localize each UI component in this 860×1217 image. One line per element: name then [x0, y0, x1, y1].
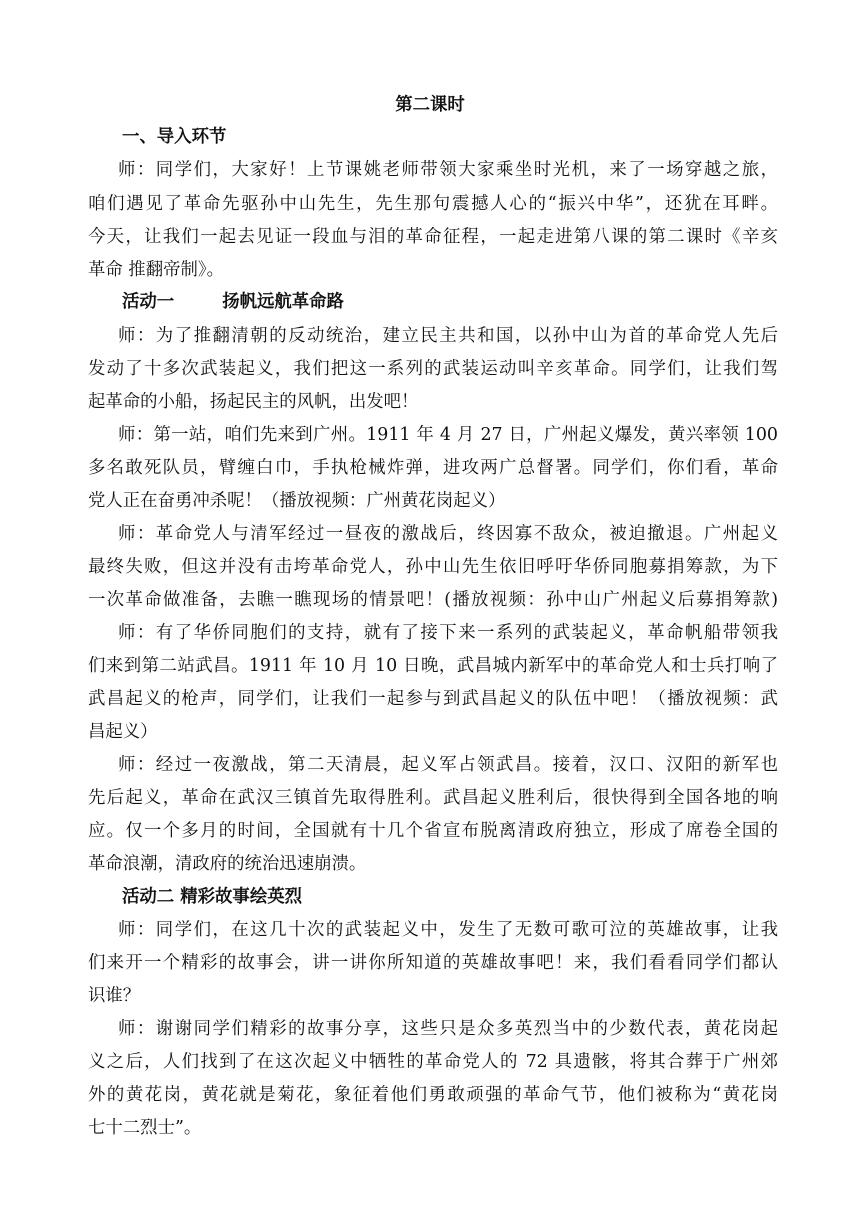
- paragraph-line: 师：经过一夜激战，第二天清晨，起义军占领武昌。接着，汉口、汉阳的新军也: [118, 755, 778, 775]
- paragraph-line: 起革命的小船，扬起民主的风帆，出发吧！: [88, 392, 419, 412]
- paragraph-line: 外的黄花岗，黄花就是菊花，象征着他们勇敢顽强的革命气节，他们被称为“黄花岗: [88, 1085, 778, 1105]
- paragraph-line: 多名敢死队员，臂缠白巾，手执枪械炸弹，进攻两广总督署。同学们，你们看，革命: [88, 458, 778, 478]
- paragraph-line: 师：革命党人与清军经过一昼夜的激战后，终因寡不敌众，被迫撤退。广州起义: [118, 524, 778, 544]
- paragraph-line: 发动了十多次武装起义，我们把这一系列的武装运动叫辛亥革命。同学们，让我们驾: [88, 359, 778, 379]
- paragraph-line: 七十二烈士”。: [88, 1118, 202, 1138]
- paragraph-line: 一次革命做准备，去瞧一瞧现场的情景吧！(播放视频：孙中山广州起义后募捐筹款): [88, 590, 778, 610]
- paragraph-line: 革命浪潮，清政府的统治迅速崩溃。: [88, 854, 367, 874]
- paragraph-line: 师：同学们，在这几十次的武装起义中，发生了无数可歌可泣的英雄故事，让我: [118, 920, 778, 940]
- activity-heading-1: [122, 292, 812, 312]
- paragraph-line: 们来开一个精彩的故事会，讲一讲你所知道的英雄故事吧！来，我们看看同学们都认: [88, 953, 778, 973]
- paragraph-line: 应。仅一个多月的时间，全国就有十几个省宣布脱离清政府独立，形成了席卷全国的: [88, 821, 778, 841]
- paragraph-line: 师：同学们，大家好！上节课姚老师带领大家乘坐时光机，来了一场穿越之旅，: [118, 160, 778, 180]
- paragraph-line: 先后起义，革命在武汉三镇首先取得胜利。武昌起义胜利后，很快得到全国各地的响: [88, 788, 778, 808]
- paragraph-line: 师：有了华侨同胞们的支持，就有了接下来一系列的武装起义，革命帆船带领我: [118, 623, 778, 643]
- activity-name: 精彩故事绘英烈: [180, 887, 302, 907]
- paragraph-line: 师：为了推翻清朝的反动统治，建立民主共和国，以孙中山为首的革命党人先后: [118, 326, 778, 346]
- paragraph-line: 们来到第二站武昌。1911 年 10 月 10 日晚，武昌城内新军中的革命党人和士兵打响了: [88, 656, 778, 676]
- paragraph-line: 革命 推翻帝制》。: [88, 260, 224, 280]
- paragraph-line: 识谁？: [88, 986, 141, 1006]
- activity-label: 活动一: [122, 292, 175, 312]
- paragraph-line: 最终失败，但这并没有击垮革命党人，孙中山先生依旧呼吁华侨同胞募捐筹款，为下: [88, 557, 778, 577]
- paragraph-line: 武昌起义的枪声，同学们，让我们一起参与到武昌起义的队伍中吧！（播放视频：武: [88, 689, 778, 709]
- activity-heading-2: [122, 887, 812, 907]
- paragraph-line: 昌起义）: [88, 722, 158, 742]
- paragraph-line: 咱们遇见了革命先驱孙中山先生，先生那句震撼人心的“振兴中华”，还犹在耳畔。: [88, 194, 778, 214]
- paragraph-line: 师：谢谢同学们精彩的故事分享，这些只是众多英烈当中的少数代表，黄花岗起: [118, 1019, 778, 1039]
- activity-name: 扬帆远航革命路: [222, 292, 344, 312]
- page-title: 第二课时: [395, 95, 465, 115]
- paragraph-line: 今天，让我们一起去见证一段血与泪的革命征程，一起走进第八课的第二课时《辛亥: [88, 227, 778, 247]
- paragraph-line: 义之后，人们找到了在这次起义中牺牲的革命党人的 72 具遗骸，将其合葬于广州郊: [88, 1052, 778, 1072]
- paragraph-line: 师：第一站，咱们先来到广州。1911 年 4 月 27 日，广州起义爆发，黄兴率领 100: [118, 425, 778, 445]
- paragraph-line: 党人正在奋勇冲杀呢！（播放视频：广州黄花岗起义）: [88, 491, 506, 511]
- section-heading-intro: 一、导入环节: [122, 127, 227, 147]
- activity-label: 活动二: [122, 887, 175, 907]
